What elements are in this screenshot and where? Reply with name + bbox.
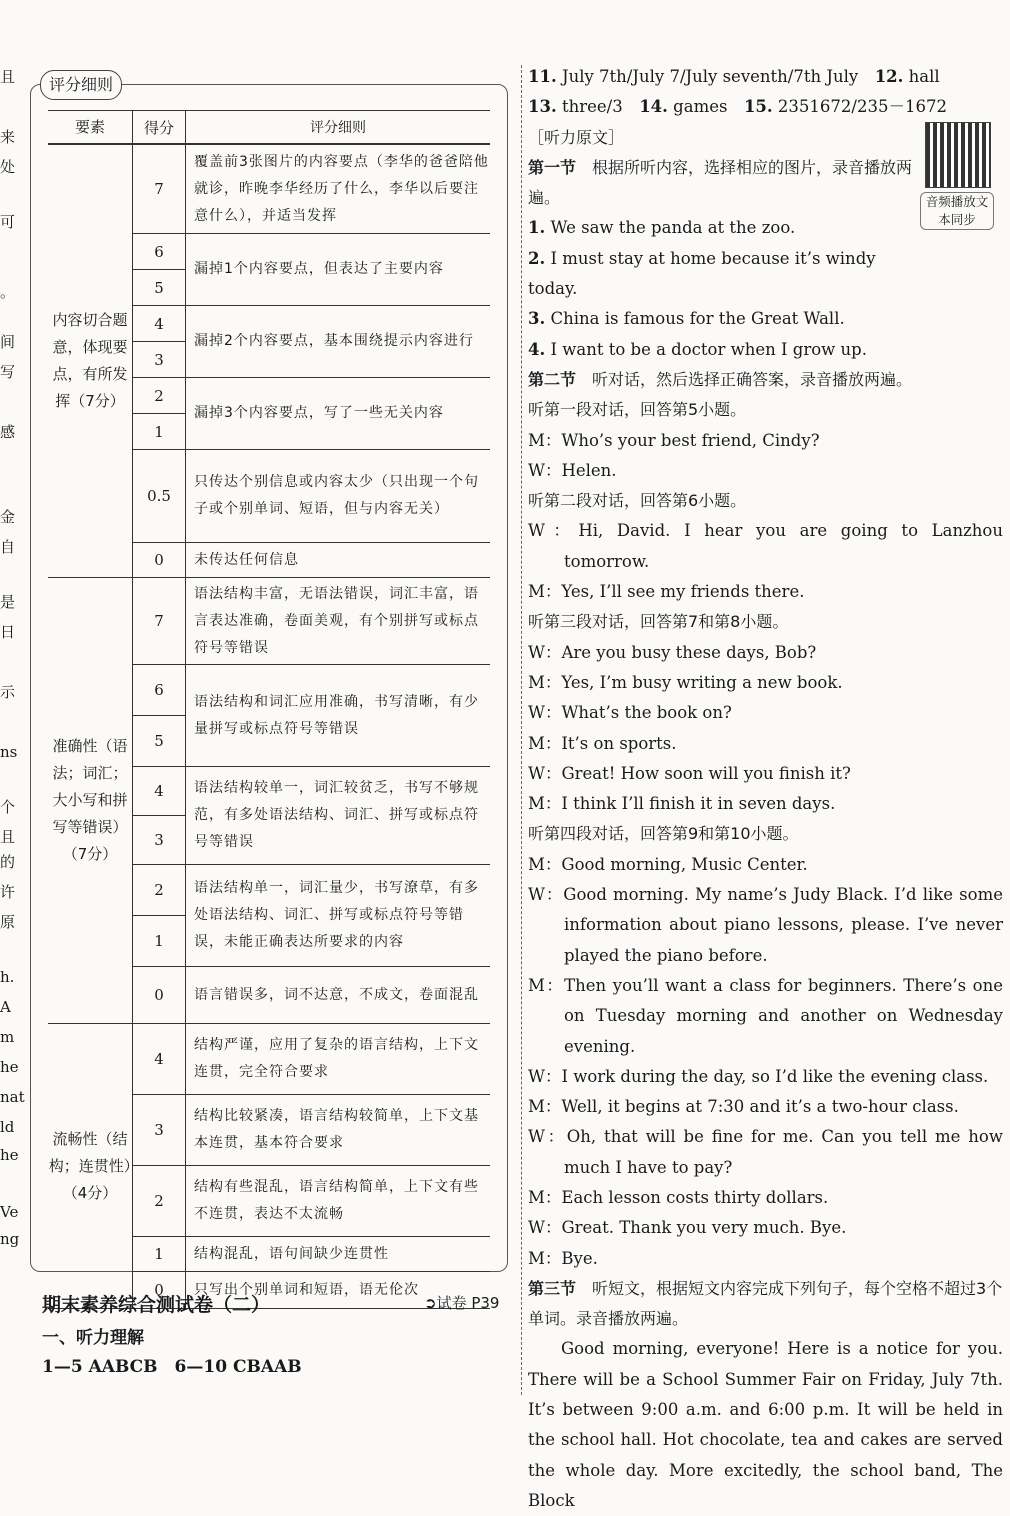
dialog-intro: 听第一段对话，回答第5小题。 <box>528 400 747 420</box>
item-number: 1. <box>528 218 546 238</box>
rubric-criteria: 结构比较紧凑，语言结构较简单，上下文基本连贯，基本符合要求 <box>186 1095 491 1166</box>
section2-header <box>528 365 1003 395</box>
margin-fragment: 原 <box>0 913 16 931</box>
dialog-line <box>528 1183 1003 1213</box>
dialog-intro: 听第二段对话，回答第6小题。 <box>528 491 747 511</box>
margin-fragment: ns <box>0 743 18 761</box>
speaker: W： <box>528 1066 562 1086</box>
answer-number: 13. <box>528 97 557 117</box>
dialog-intro: 听第三段对话，回答第7和第8小题。 <box>528 612 789 632</box>
answer-line-13-15 <box>528 92 1003 122</box>
header-score: 得分 <box>133 111 186 145</box>
item-text: China is famous for the Great Wall. <box>545 309 845 329</box>
margin-fragment: 来 <box>0 128 16 146</box>
rubric-score: 3 <box>133 816 186 865</box>
utterance: Who’s your best friend, Cindy? <box>561 430 820 450</box>
rubric-score: 3 <box>133 342 186 378</box>
dialog-line <box>528 668 1003 698</box>
utterance: Helen. <box>561 460 617 480</box>
dialog-line <box>528 1092 1003 1122</box>
item-number: 3. <box>528 309 546 329</box>
speaker: M： <box>528 1097 562 1117</box>
margin-fragment: A <box>0 998 11 1016</box>
item-text: We saw the panda at the zoo. <box>545 218 796 238</box>
item-text: I must stay at home because it’s windy today. <box>528 248 876 299</box>
rubric-element-label: 内容切合题意，体现要点，有所发挥（7分） <box>48 144 133 578</box>
dialog-line <box>528 456 1003 486</box>
utterance: Are you busy these days, Bob? <box>561 642 817 662</box>
speaker: W： <box>528 1127 567 1147</box>
dialogs <box>528 395 1003 1274</box>
margin-fragment: 感 <box>0 423 16 441</box>
utterance: Yes, I’ll see my friends there. <box>561 582 805 602</box>
section2-title: 第二节 <box>528 369 577 389</box>
speaker: M： <box>528 1187 562 1207</box>
margin-fragment: 自 <box>0 538 16 556</box>
margin-fragment: m <box>0 1028 15 1046</box>
section1-header <box>528 153 1003 214</box>
utterance: Yes, I’m busy writing a new book. <box>561 672 843 692</box>
answers-1-10: 1—5 AABCB 6—10 CBAAB <box>42 1357 302 1377</box>
speaker: M： <box>528 794 562 814</box>
column-divider <box>521 65 522 1395</box>
transcript-item <box>528 335 1003 365</box>
dialog-line <box>528 638 1003 668</box>
transcript-item <box>528 304 1003 334</box>
utterance: What’s the book on? <box>561 703 732 723</box>
margin-fragment: 。 <box>0 283 16 301</box>
margin-fragment: 金 <box>0 508 16 526</box>
rubric-score: 4 <box>133 306 186 342</box>
speaker: W： <box>528 642 562 662</box>
utterance: Good morning. My name’s Judy Black. I’d like some information about piano lessons, please. I’ve never played the piano before. <box>563 885 1003 965</box>
rubric-score: 4 <box>133 1024 186 1095</box>
margin-fragment: 许 <box>0 883 16 901</box>
rubric-criteria: 语法结构和词汇应用准确，书写清晰，有少量拼写或标点符号等错误 <box>186 665 491 767</box>
rubric-score: 7 <box>133 578 186 665</box>
speaker: M： <box>528 1248 562 1268</box>
rubric-header-row <box>48 111 490 145</box>
passage-text: Good morning, everyone! Here is a notice for you. There will be a School Summer Fair on Friday, July 7th. It’s between 9:00 a.m. and 6:00 p.m. It will be held in the school hall. Hot chocolate, tea and cakes are served the whole day. More excitedly, the school band, The Block <box>528 1339 1003 1510</box>
margin-fragment: 可 <box>0 213 16 231</box>
rubric-score: 6 <box>133 234 186 270</box>
rubric-score: 2 <box>133 865 186 916</box>
margin-fragment: h. <box>0 968 15 986</box>
rubric-score: 0 <box>133 1272 186 1309</box>
utterance: Great! How soon will you finish it? <box>561 763 851 783</box>
rubric-score: 2 <box>133 1166 186 1237</box>
transcript-item <box>528 244 1003 305</box>
rubric-score: 1 <box>133 414 186 450</box>
rubric-score: 3 <box>133 1095 186 1166</box>
rubric-row <box>48 578 490 665</box>
utterance: Good morning, Music Center. <box>561 854 808 874</box>
exam-page-ref: ➲试卷 P39 <box>424 1294 500 1312</box>
section3-instruction: 听短文，根据短文内容完成下列句子，每个空格不超过3个单词。录音播放两遍。 <box>528 1278 1003 1329</box>
margin-fragment: 日 <box>0 623 16 641</box>
speaker: W： <box>528 460 562 480</box>
answer-number: 14. <box>639 97 668 117</box>
transcript-item <box>528 213 1003 243</box>
header-element: 要素 <box>48 111 133 145</box>
margin-fragment: 的 <box>0 853 16 871</box>
speaker: W： <box>528 703 562 723</box>
margin-fragment: Ve <box>0 1203 19 1221</box>
dialog-line <box>528 1244 1003 1274</box>
rubric-row <box>48 144 490 234</box>
item-text: I want to be a doctor when I grow up. <box>545 339 867 359</box>
speaker: W： <box>528 763 562 783</box>
speaker: W： <box>528 885 564 905</box>
section1-title: 第一节 <box>528 157 577 177</box>
utterance: Then you’ll want a class for beginners. There’s one on Tuesday morning and another on Wednesday evening. <box>564 975 1003 1056</box>
left-margin-fragments <box>0 60 25 1380</box>
rubric-criteria: 结构混乱，语句间缺少连贯性 <box>186 1237 491 1272</box>
utterance: Bye. <box>561 1248 598 1268</box>
rubric-criteria: 漏掉2个内容要点，基本围绕提示内容进行 <box>186 306 491 378</box>
rubric-criteria: 只写出个别单词和短语，语无伦次 <box>186 1272 491 1309</box>
dialog-line <box>528 789 1003 819</box>
dialog-line <box>528 880 1003 971</box>
dialog-line <box>528 426 1003 456</box>
speaker: W： <box>528 1218 562 1238</box>
rubric-score: 6 <box>133 665 186 716</box>
margin-fragment: 且 <box>0 828 16 846</box>
answer-text: July 7th/July 7/July seventh/7th July <box>556 67 859 86</box>
speaker: M： <box>528 430 562 450</box>
speaker: M： <box>528 733 562 753</box>
rubric-criteria: 语法结构单一，词汇量少，书写潦草，有多处语法结构、词汇、拼写或标点符号等错误，未能正确表达所要求的内容 <box>186 865 491 967</box>
utterance: It’s on sports. <box>561 733 677 753</box>
section1-instruction: 根据所听内容，选择相应的图片，录音播放两遍。 <box>528 157 913 208</box>
answer-text: games <box>667 97 728 117</box>
rubric-score: 0 <box>133 543 186 578</box>
rubric-score: 0 <box>133 967 186 1024</box>
utterance: I work during the day, so I’d like the evening class. <box>561 1066 989 1086</box>
exam-title: 期末素养综合测试卷（二） <box>42 1294 271 1316</box>
rubric-criteria: 语言错误多，词不达意，不成文，卷面混乱 <box>186 967 491 1024</box>
margin-fragment: 个 <box>0 798 16 816</box>
dialog-line <box>528 698 1003 728</box>
transcript-heading: ［听力原文］ <box>528 127 625 147</box>
speaker: W： <box>528 521 579 541</box>
dialog-line <box>528 759 1003 789</box>
dialog-line <box>528 971 1003 1062</box>
rubric-score: 1 <box>133 916 186 967</box>
rubric-score: 1 <box>133 1237 186 1272</box>
margin-fragment: 间 <box>0 333 16 351</box>
dialog-line <box>528 850 1003 880</box>
answer-text: hall <box>903 67 940 86</box>
speaker: M： <box>528 582 562 602</box>
rubric-criteria: 覆盖前3张图片的内容要点（李华的爸爸陪他就诊，昨晚李华经历了什么，李华以后要注意什么），并适当发挥 <box>186 144 491 234</box>
answer-line-11-12 <box>528 62 1003 92</box>
header-criteria: 评分细则 <box>186 111 491 145</box>
rubric-criteria: 只传达个别信息或内容太少（只出现一个句子或个别单词、短语，但与内容无关） <box>186 450 491 543</box>
margin-fragment: ng <box>0 1230 20 1248</box>
section3-title: 第三节 <box>528 1278 577 1298</box>
margin-fragment: nat <box>0 1088 25 1106</box>
rubric-criteria: 未传达任何信息 <box>186 543 491 578</box>
answer-text: 2351672/235－1672 <box>772 97 947 117</box>
rubric-criteria: 语法结构较单一，词汇较贫乏，书写不够规范，有多处语法结构、词汇、拼写或标点符号等错误 <box>186 767 491 865</box>
answer-text: three/3 <box>556 97 623 117</box>
utterance: Hi, David. I hear you are going to Lanzhou tomorrow. <box>564 521 1003 571</box>
answer-transcript-column <box>528 62 1003 1516</box>
dialog-line <box>528 1062 1003 1092</box>
rubric-score: 5 <box>133 270 186 306</box>
rubric-row <box>48 1024 490 1095</box>
dialog-line <box>528 729 1003 759</box>
rubric-element-label: 准确性（语法；词汇；大小写和拼写等错误）（7分） <box>48 578 133 1024</box>
dialog-intro: 听第四段对话，回答第9和第10小题。 <box>528 824 799 844</box>
rubric-score: 2 <box>133 378 186 414</box>
utterance: Well, it begins at 7:30 and it’s a two-hour class. <box>561 1097 959 1117</box>
speaker: M： <box>528 975 565 995</box>
item-number: 4. <box>528 339 546 359</box>
section2-instruction: 听对话，然后选择正确答案，录音播放两遍。 <box>592 369 913 389</box>
rubric-criteria: 漏掉3个内容要点，写了一些无关内容 <box>186 378 491 450</box>
rubric-element-label: 流畅性（结构；连贯性）（4分） <box>48 1024 133 1309</box>
margin-fragment: 处 <box>0 158 16 176</box>
qr-label: 音频播放文本同步 <box>920 192 994 230</box>
rubric-score: 5 <box>133 716 186 767</box>
utterance: Great. Thank you very much. Bye. <box>561 1218 847 1238</box>
item-number: 2. <box>528 248 546 268</box>
utterance: I think I’ll finish it in seven days. <box>561 794 836 814</box>
rubric-score: 7 <box>133 144 186 234</box>
margin-fragment: he <box>0 1058 19 1076</box>
rubric-criteria: 结构有些混乱，语言结构简单，上下文有些不连贯，表达不太流畅 <box>186 1166 491 1237</box>
margin-fragment: 示 <box>0 683 16 701</box>
answer-number: 15. <box>743 97 773 117</box>
rubric-score: 0.5 <box>133 450 186 543</box>
margin-fragment: 写 <box>0 363 16 381</box>
part1-heading: 一、听力理解 <box>42 1328 144 1348</box>
margin-fragment: 且 <box>0 68 16 86</box>
section3-header <box>528 1274 1003 1335</box>
dialog-line <box>528 577 1003 607</box>
rubric-table <box>48 110 490 1309</box>
utterance: Each lesson costs thirty dollars. <box>561 1187 829 1207</box>
dialog-line <box>528 1213 1003 1243</box>
section1-items <box>528 213 1003 364</box>
dialog-line <box>528 516 1003 577</box>
dialog-line <box>528 1122 1003 1183</box>
speaker: M： <box>528 672 562 692</box>
rubric-criteria: 语法结构丰富，无语法错误，词汇丰富，语言表达准确，卷面美观，有个别拼写或标点符号等错误 <box>186 578 491 665</box>
margin-fragment: 是 <box>0 593 16 611</box>
speaker: M： <box>528 854 562 874</box>
rubric-criteria: 漏掉1个内容要点，但表达了主要内容 <box>186 234 491 306</box>
margin-fragment: ld <box>0 1118 15 1136</box>
rubric-criteria: 结构严谨，应用了复杂的语言结构，上下文连贯，完全符合要求 <box>186 1024 491 1095</box>
answer-number: 12. <box>874 67 904 86</box>
utterance: Oh, that will be fine for me. Can you tell me how much I have to pay? <box>564 1127 1003 1177</box>
margin-fragment: he <box>0 1146 19 1164</box>
answer-number: 11. <box>528 67 557 86</box>
rubric-score: 4 <box>133 767 186 816</box>
rubric-title: 评分细则 <box>40 70 122 100</box>
